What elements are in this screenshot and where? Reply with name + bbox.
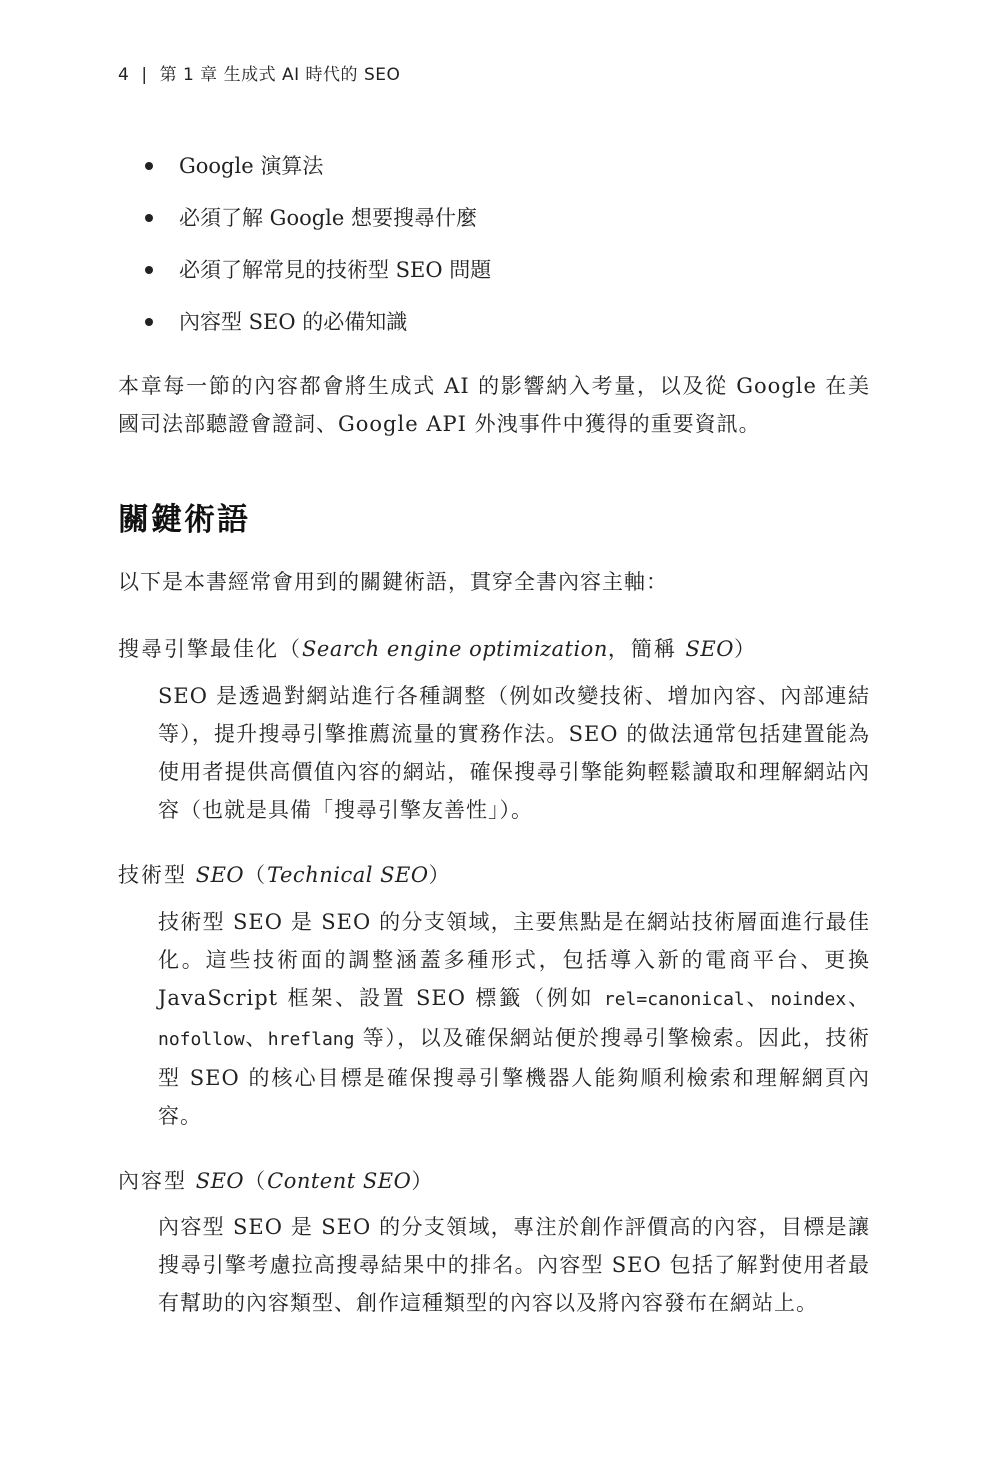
- term-content-seo: 內容型 SEO（Content SEO）: [118, 1169, 435, 1193]
- definition-seo: SEO 是透過對網站進行各種調整（例如改變技術、增加內容、內部連結等），提升搜尋引擎推薦流量的實務作法。SEO 的做法通常包括建置能為使用者提供高價值內容的網站，確保搜尋引擎能夠輕鬆讀取和理解網站內容（也就是具備「搜尋引擎友善性」）。: [158, 684, 870, 822]
- code-rel-canonical: rel=canonical: [603, 989, 745, 1010]
- chapter-title: 第 1 章 生成式 AI 時代的 SEO: [159, 65, 401, 85]
- code-nofollow: nofollow: [158, 1029, 245, 1050]
- intro-paragraph: 本章每一節的內容都會將生成式 AI 的影響納入考量，以及從 Google 在美國司法部聽證會證詞、Google API 外洩事件中獲得的重要資訊。: [118, 374, 870, 436]
- definition-technical-seo: 技術型 SEO 是 SEO 的分支領域，主要焦點是在網站技術層面進行最佳化。這些技術面的調整涵蓋多種形式，包括導入新的電商平台、更換 JavaScript 框架、設置 SEO 標籤（例如 rel=canonical、noindex、nofollow、hreflang 等），以及確保網站便於搜尋引擎檢索。因此，技術型 SEO 的核心目標是確保搜尋引擎機器人能夠順利檢索和理解網頁內容。: [158, 910, 870, 1128]
- bullet-icon: [145, 162, 153, 170]
- term-technical-seo: 技術型 SEO（Technical SEO）: [118, 863, 452, 887]
- code-hreflang: hreflang: [267, 1029, 355, 1050]
- header-separator: |: [141, 65, 148, 85]
- definition-content-seo: 內容型 SEO 是 SEO 的分支領域，專注於創作評價高的內容，目標是讓搜尋引擎考慮拉高搜尋結果中的排名。內容型 SEO 包括了解對使用者最有幫助的內容類型、創作這種類型的內容以及將內容發布在網站上。: [158, 1215, 870, 1315]
- page-number: 4: [118, 65, 130, 85]
- list-item: Google 演算法: [145, 140, 491, 192]
- bullet-icon: [145, 214, 153, 222]
- code-noindex: noindex: [770, 989, 847, 1010]
- list-item: 必須了解 Google 想要搜尋什麼: [145, 192, 491, 244]
- bullet-icon: [145, 318, 153, 326]
- topic-list: [145, 140, 491, 348]
- running-header: [118, 60, 400, 85]
- section-intro: 以下是本書經常會用到的關鍵術語，貫穿全書內容主軸：: [118, 570, 668, 594]
- list-item: 內容型 SEO 的必備知識: [145, 296, 491, 348]
- list-item: 必須了解常見的技術型 SEO 問題: [145, 244, 491, 296]
- term-seo: 搜尋引擎最佳化（Search engine optimization，簡稱 SEO）: [118, 637, 757, 661]
- section-title: 關鍵術語: [118, 502, 250, 538]
- bullet-icon: [145, 266, 153, 274]
